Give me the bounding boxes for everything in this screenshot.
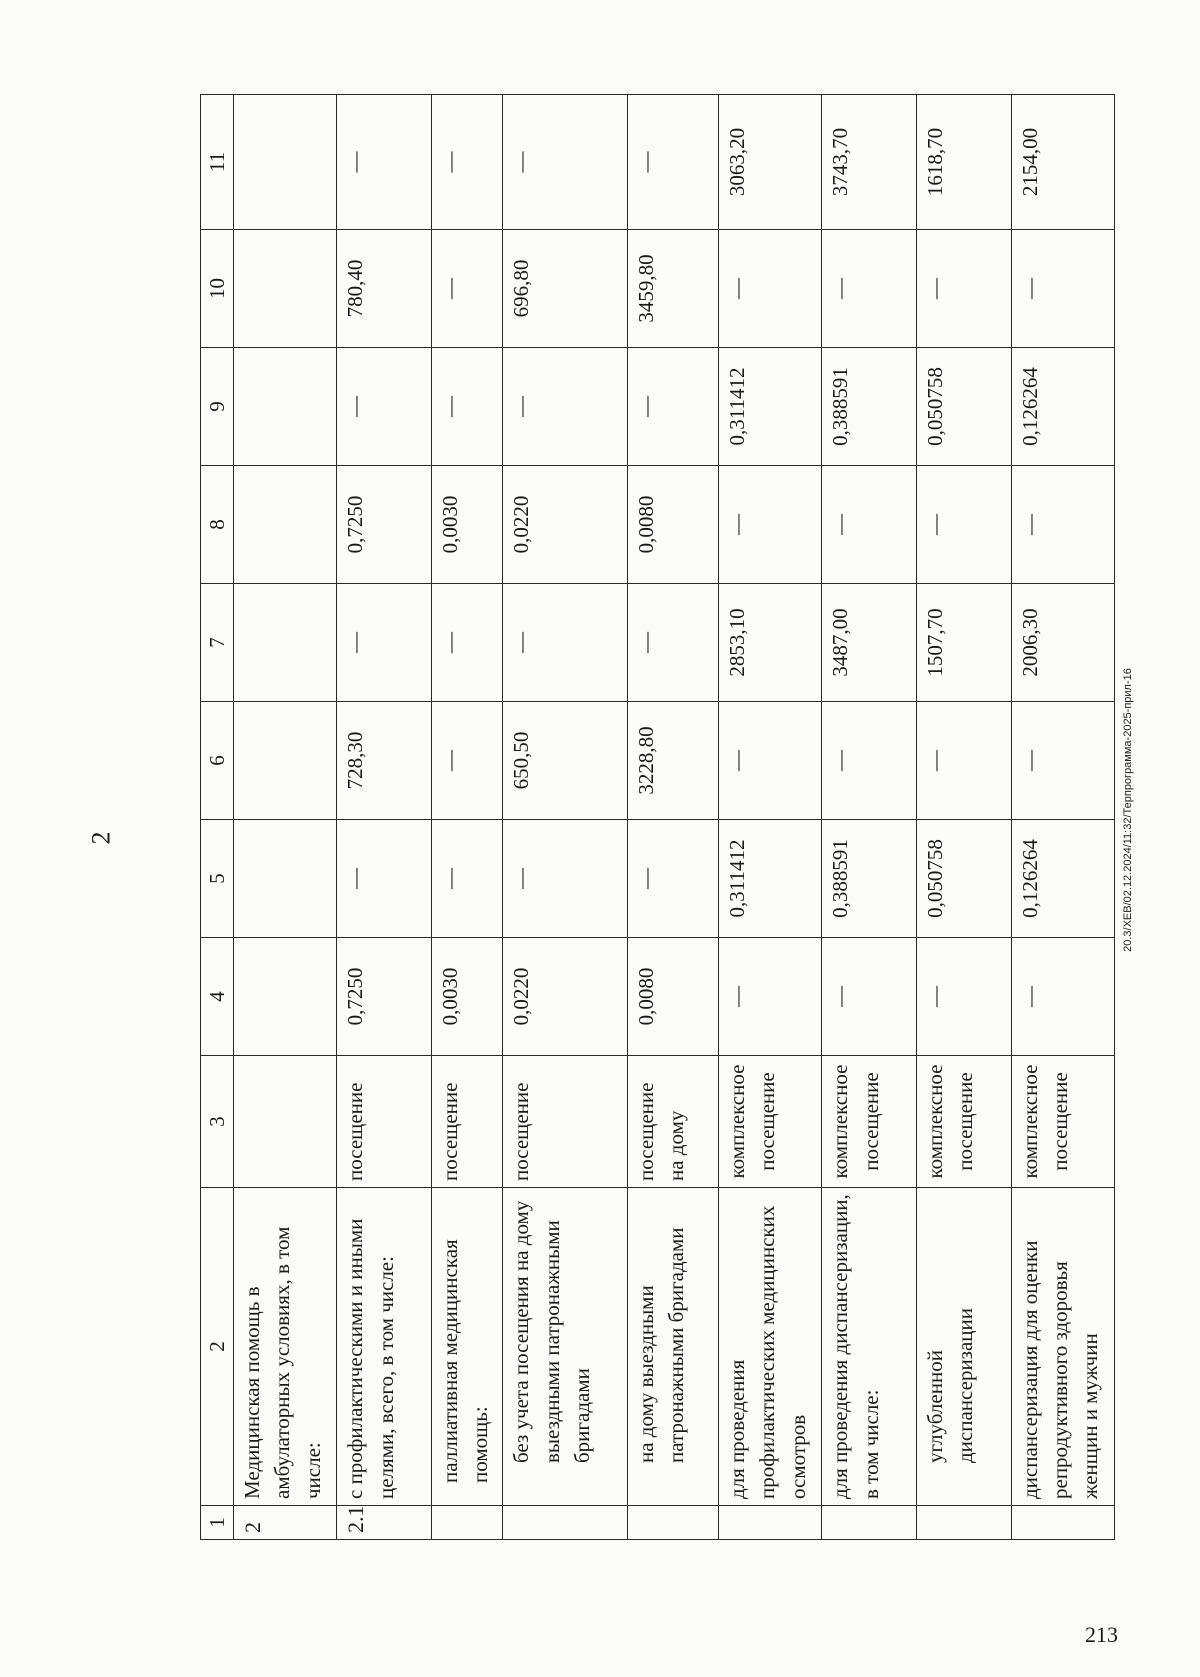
row-number: 2.1 — [337, 1506, 432, 1540]
cell-col-9: 0,050758 — [916, 348, 1011, 466]
cell-col-8: 0,0080 — [627, 466, 718, 584]
cell-col-4: — — [718, 938, 821, 1056]
cell-col-11: 3743,70 — [822, 95, 917, 230]
row-number — [822, 1506, 917, 1540]
cell-col-8: — — [718, 466, 821, 584]
rotated-table-wrapper — [200, 95, 1115, 1540]
cell-col-8: 0,0030 — [432, 466, 503, 584]
cell-col-10: 780,40 — [337, 230, 432, 348]
cell-col-7: 2853,10 — [718, 584, 821, 702]
row-unit: комплексное посещение — [718, 1056, 821, 1188]
table-row — [234, 95, 337, 1540]
row-unit: посещение — [337, 1056, 432, 1188]
row-name: для проведения профилактических медицинских осмотров — [718, 1188, 821, 1506]
cell-col-4 — [234, 938, 337, 1056]
table-row — [432, 95, 503, 1540]
row-unit: комплексное посещение — [1011, 1056, 1114, 1188]
row-name: углубленной диспансеризации — [916, 1188, 1011, 1506]
header-row — [201, 95, 234, 1540]
table-container — [200, 95, 1115, 1540]
cell-col-11: — — [432, 95, 503, 230]
cell-col-6: 728,30 — [337, 702, 432, 820]
row-number — [627, 1506, 718, 1540]
row-name: диспансеризация для оценки репродуктивного здоровья женщин и мужчин — [1011, 1188, 1114, 1506]
cell-col-11: — — [337, 95, 432, 230]
column-header-9: 9 — [201, 348, 234, 466]
cell-col-11 — [234, 95, 337, 230]
cell-col-8: — — [1011, 466, 1114, 584]
cell-col-7: — — [503, 584, 627, 702]
cell-col-11: 3063,20 — [718, 95, 821, 230]
cell-col-7 — [234, 584, 337, 702]
row-unit: посещение на дому — [627, 1056, 718, 1188]
cell-col-8: — — [822, 466, 917, 584]
cell-col-9: — — [503, 348, 627, 466]
row-name: Медицинская помощь в амбулаторных условиях, в том числе: — [234, 1188, 337, 1506]
cell-col-10: 3459,80 — [627, 230, 718, 348]
row-name: с профилактическими и иными целями, всего, в том числе: — [337, 1188, 432, 1506]
cell-col-8: — — [916, 466, 1011, 584]
cell-col-11: — — [627, 95, 718, 230]
cell-col-5: 0,126264 — [1011, 820, 1114, 938]
column-header-11: 11 — [201, 95, 234, 230]
cell-col-7: 2006,30 — [1011, 584, 1114, 702]
cell-col-10: — — [432, 230, 503, 348]
cell-col-9: 0,388591 — [822, 348, 917, 466]
column-header-2: 2 — [201, 1188, 234, 1506]
cell-col-4: 0,7250 — [337, 938, 432, 1056]
row-number — [718, 1506, 821, 1540]
cell-col-8: 0,7250 — [337, 466, 432, 584]
row-name: паллиативная медицинская помощь: — [432, 1188, 503, 1506]
cell-col-6: — — [1011, 702, 1114, 820]
column-header-1: 1 — [201, 1506, 234, 1540]
cell-col-6: — — [822, 702, 917, 820]
cell-col-10: — — [822, 230, 917, 348]
cell-col-9 — [234, 348, 337, 466]
cell-col-10: — — [718, 230, 821, 348]
row-name: для проведения диспансеризации, в том числе: — [822, 1188, 917, 1506]
cell-col-5 — [234, 820, 337, 938]
table-row — [1011, 95, 1114, 1540]
cell-col-4: — — [822, 938, 917, 1056]
cell-col-9: 0,126264 — [1011, 348, 1114, 466]
row-unit: комплексное посещение — [916, 1056, 1011, 1188]
cell-col-7: 1507,70 — [916, 584, 1011, 702]
column-header-7: 7 — [201, 584, 234, 702]
cell-col-7: — — [627, 584, 718, 702]
cell-col-9: — — [337, 348, 432, 466]
table-row — [822, 95, 917, 1540]
column-header-4: 4 — [201, 938, 234, 1056]
column-header-5: 5 — [201, 820, 234, 938]
cell-col-10: — — [916, 230, 1011, 348]
table-row — [337, 95, 432, 1540]
table-row — [503, 95, 627, 1540]
row-name: без учета посещения на дому выездными патронажными бригадами — [503, 1188, 627, 1506]
row-number — [1011, 1506, 1114, 1540]
cell-col-5: 0,311412 — [718, 820, 821, 938]
cell-col-11: 1618,70 — [916, 95, 1011, 230]
cell-col-8 — [234, 466, 337, 584]
cell-col-8: 0,0220 — [503, 466, 627, 584]
cell-col-4: 0,0080 — [627, 938, 718, 1056]
row-number — [503, 1506, 627, 1540]
cell-col-7: 3487,00 — [822, 584, 917, 702]
cell-col-4: — — [916, 938, 1011, 1056]
cell-col-5: — — [337, 820, 432, 938]
cell-col-9: 0,311412 — [718, 348, 821, 466]
cell-col-6: 3228,80 — [627, 702, 718, 820]
row-unit: посещение — [503, 1056, 627, 1188]
row-name: на дому выездными патронажными бригадами — [627, 1188, 718, 1506]
cell-col-10: 696,80 — [503, 230, 627, 348]
cell-col-10 — [234, 230, 337, 348]
cell-col-6: — — [916, 702, 1011, 820]
column-header-8: 8 — [201, 466, 234, 584]
cell-col-11: — — [503, 95, 627, 230]
cell-col-10: — — [1011, 230, 1114, 348]
row-number: 2 — [234, 1506, 337, 1540]
cell-col-11: 2154,00 — [1011, 95, 1114, 230]
column-header-3: 3 — [201, 1056, 234, 1188]
cell-col-9: — — [627, 348, 718, 466]
page-number: 2 — [86, 831, 116, 845]
cell-col-5: — — [627, 820, 718, 938]
row-unit: посещение — [432, 1056, 503, 1188]
column-header-10: 10 — [201, 230, 234, 348]
cell-col-5: — — [432, 820, 503, 938]
cell-col-6: 650,50 — [503, 702, 627, 820]
cell-col-4: 0,0030 — [432, 938, 503, 1056]
row-number — [432, 1506, 503, 1540]
cell-col-6: — — [718, 702, 821, 820]
row-unit: комплексное посещение — [822, 1056, 917, 1188]
cell-col-5: 0,388591 — [822, 820, 917, 938]
cell-col-6: — — [432, 702, 503, 820]
bottom-page-number: 213 — [1085, 1622, 1118, 1647]
table-row — [718, 95, 821, 1540]
table-row — [916, 95, 1011, 1540]
column-header-6: 6 — [201, 702, 234, 820]
cell-col-9: — — [432, 348, 503, 466]
table-row — [627, 95, 718, 1540]
cell-col-5: 0,050758 — [916, 820, 1011, 938]
cell-col-7: — — [337, 584, 432, 702]
row-number — [916, 1506, 1011, 1540]
norms-table — [200, 94, 1115, 1540]
footer-code-text: 20.3/ХЕВ/02.12.2024/11:32/Терпрограмма-2025-прил-16 — [1122, 668, 1134, 952]
cell-col-5: — — [503, 820, 627, 938]
cell-col-4: 0,0220 — [503, 938, 627, 1056]
cell-col-4: — — [1011, 938, 1114, 1056]
cell-col-7: — — [432, 584, 503, 702]
row-unit — [234, 1056, 337, 1188]
cell-col-6 — [234, 702, 337, 820]
